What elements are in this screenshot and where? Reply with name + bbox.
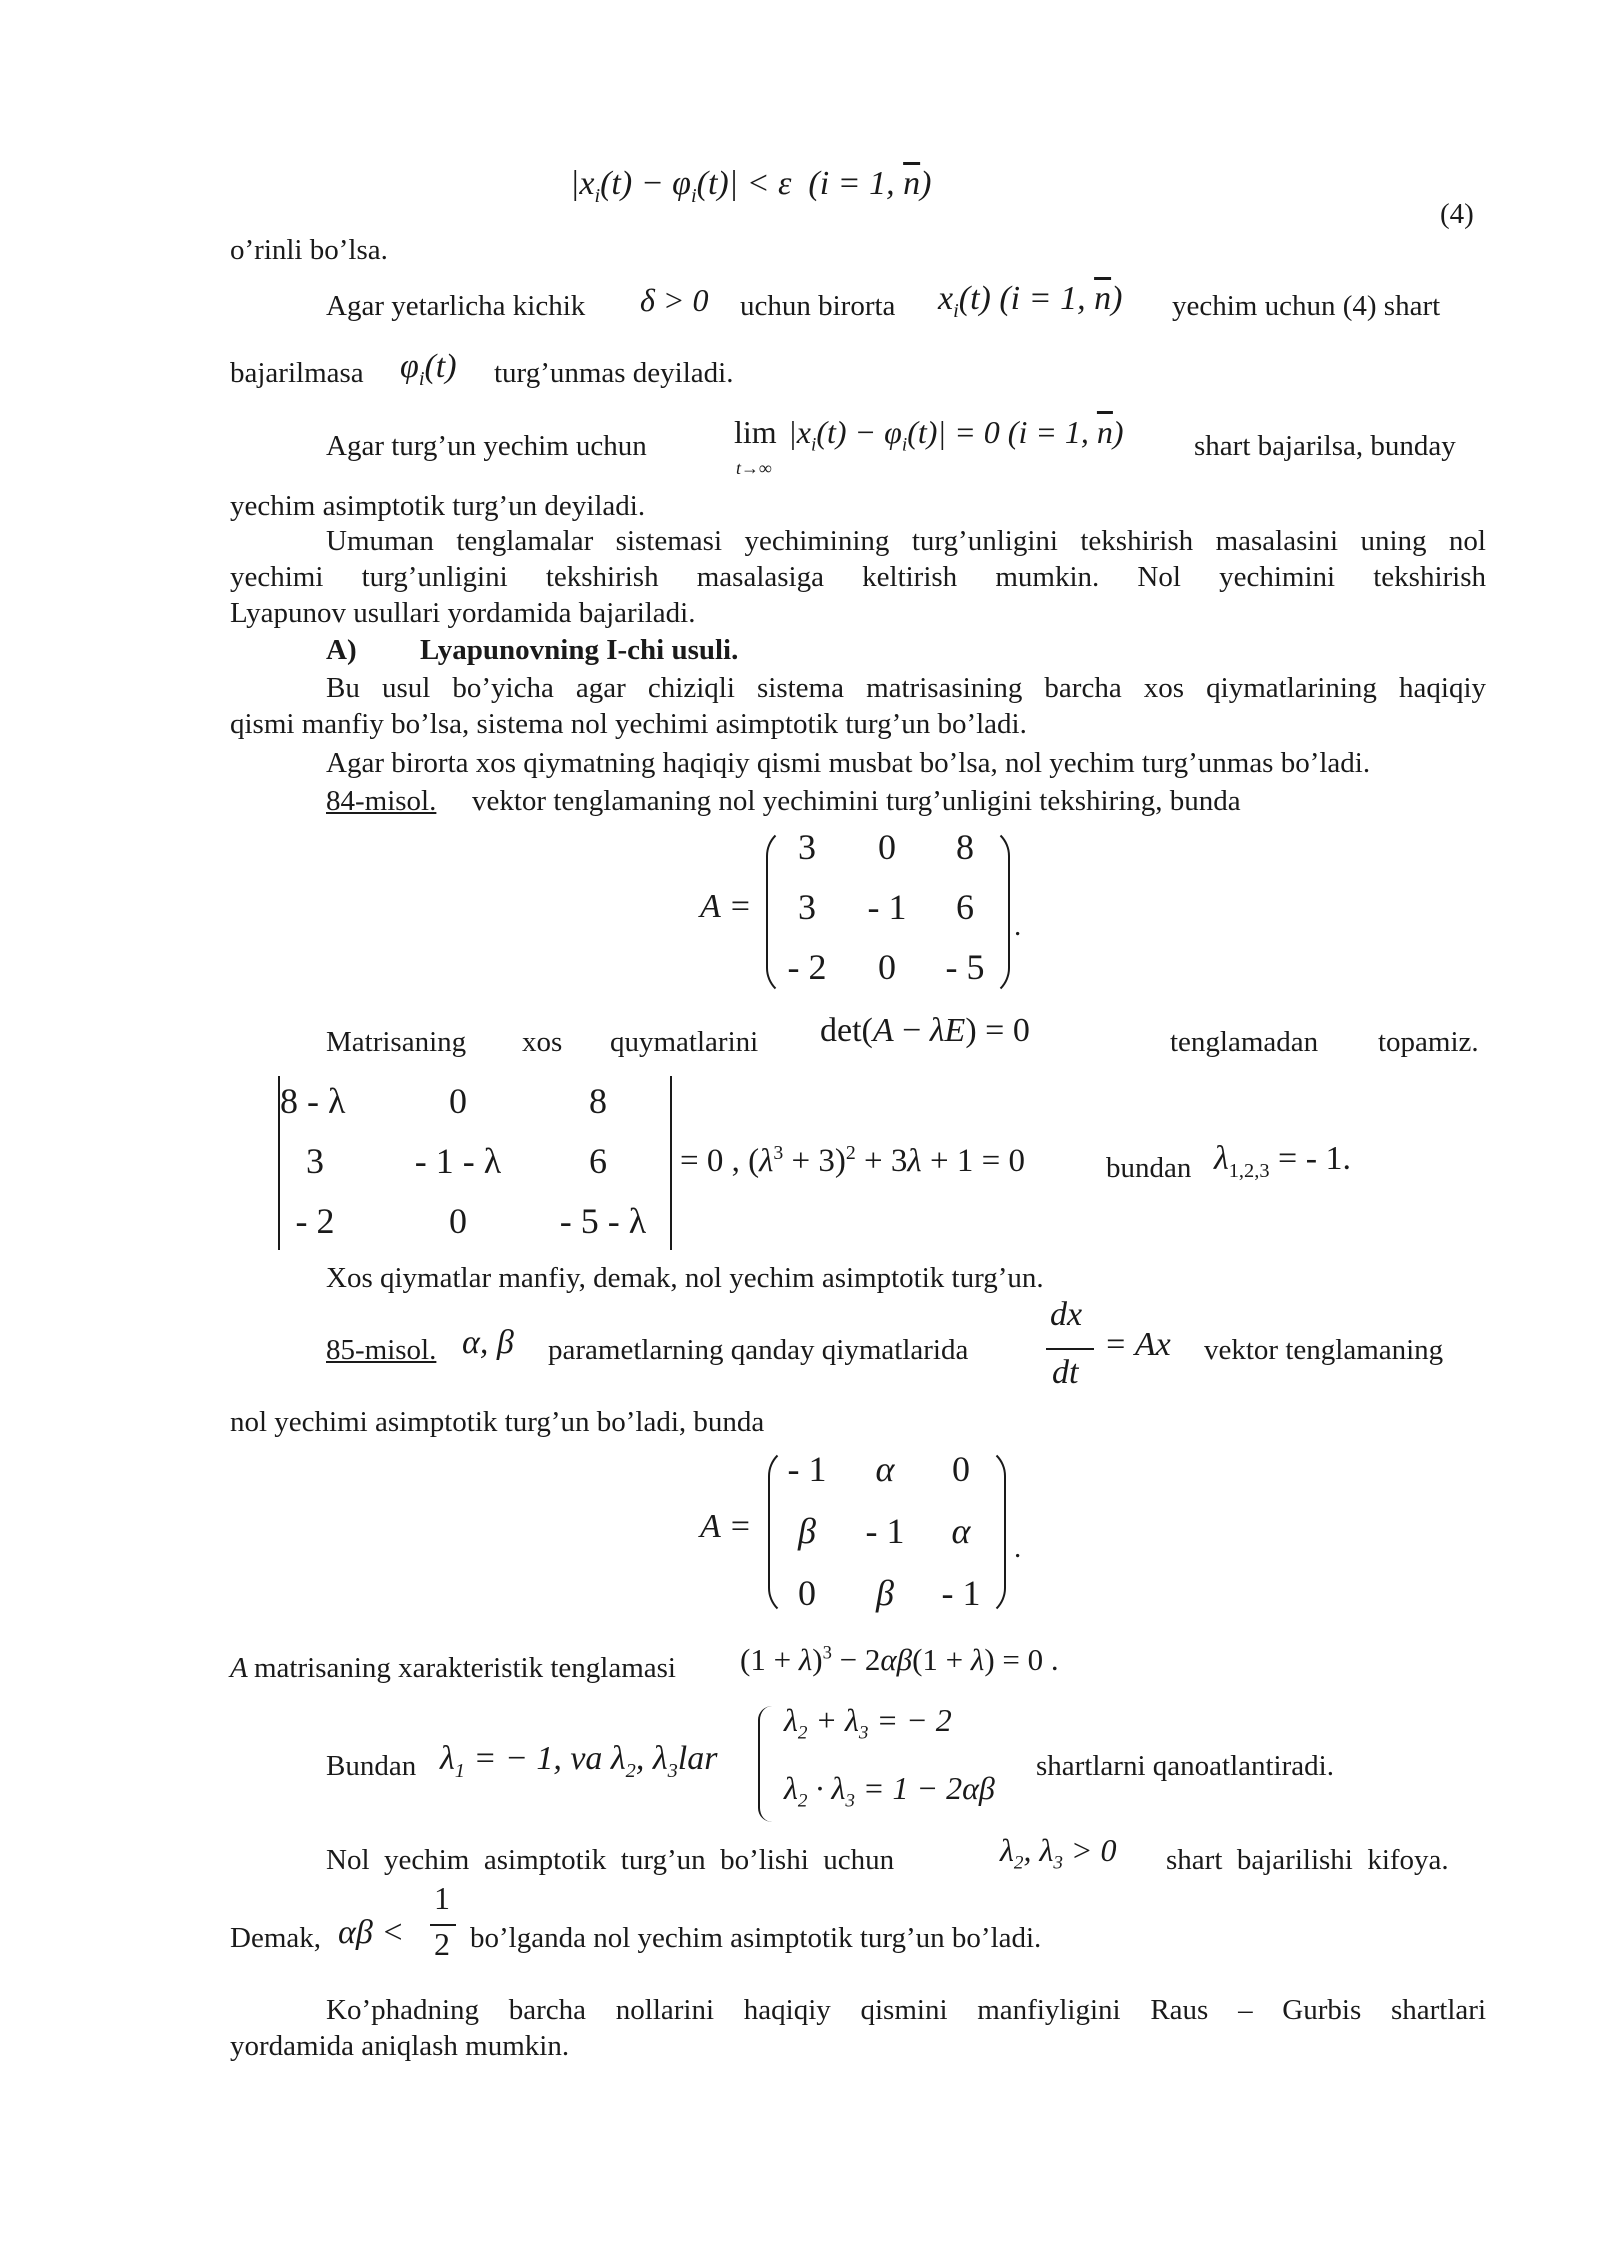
- matrix-cell: - 2: [787, 947, 827, 987]
- matrix-end: .: [1014, 1532, 1022, 1564]
- paragraph-text: yechim uchun (4) shart: [1172, 290, 1441, 322]
- matrix-cell: 3: [798, 887, 816, 927]
- characteristic-equation: $(1 + \lambda)^3 - 2\alpha\beta(1 + \lambda) = 0$ .: [740, 1642, 1059, 1677]
- limit-subscript: t→∞: [736, 458, 772, 478]
- phi-expr: $\varphi_i(t)$: [400, 348, 457, 390]
- eigenvalue-result: $\lambda_{1,2,3}$ = - 1.: [1214, 1140, 1352, 1182]
- fraction-numerator: 1: [434, 1880, 450, 1916]
- paragraph-line: Agar birorta xos qiymatning haqiqiy qismi musbat bo’lsa, nol yechim turg’unmas bo’ladi.: [326, 747, 1371, 779]
- matrix-cell: 3: [798, 827, 816, 867]
- fraction-denominator: dt: [1052, 1354, 1079, 1391]
- paragraph-text: bajarilmasa: [230, 357, 364, 389]
- det-cell: - 1 - λ: [414, 1141, 502, 1181]
- paragraph-text: xos: [522, 1026, 563, 1058]
- paragraph-text: quymatlarini: [610, 1026, 759, 1058]
- paragraph-line: Bu usul bo’yicha agar chiziqli sistema matrisasining barcha xos qiymatlarining haqiqiy: [326, 672, 1486, 704]
- system-line-1: $\lambda_2 + \lambda_3$ = − 2: [784, 1702, 952, 1744]
- matrix-cell: - 1: [865, 1511, 905, 1551]
- det-cell: - 2: [295, 1201, 335, 1241]
- matrix-cell: 8: [956, 827, 974, 867]
- system-line-2: $\lambda_2 \cdot \lambda_3 = 1 - 2\alpha\beta$: [784, 1770, 995, 1812]
- paragraph-line: Umuman tenglamalar sistemasi yechimining turg’unligini tekshirish masalasini uning nol: [326, 525, 1486, 557]
- paragraph-text: shart bajarilishi kifoya.: [1166, 1844, 1449, 1876]
- paragraph-text: nol yechimi asimptotik turg’un bo’ladi, bunda: [230, 1406, 765, 1438]
- det-cell: 0: [449, 1201, 467, 1241]
- paragraph-text: yechim asimptotik turg’un deyiladi.: [230, 490, 646, 522]
- matrix-cell: - 1: [787, 1449, 827, 1489]
- matrix-cell: β: [876, 1573, 894, 1613]
- limit-operator: lim: [734, 414, 777, 450]
- inequality-expr: αβ <: [338, 1914, 405, 1951]
- det-cell: 3: [306, 1141, 324, 1181]
- paragraph-line: yechimi turg’unligini tekshirish masalasiga keltirish mumkin. Nol yechimini tekshirish: [230, 561, 1486, 593]
- matrix-lhs: A =: [700, 1508, 752, 1545]
- example-label: 84-misol.: [326, 785, 437, 817]
- matrix-end: .: [1014, 910, 1022, 942]
- condition-expr: $\lambda_2$, $\lambda_3 > 0$: [1000, 1832, 1117, 1874]
- det-rhs: = 0 , $(\lambda^3 + 3)^2 + 3\lambda + 1 = 0$: [680, 1142, 1025, 1179]
- matrix-cell: 6: [956, 887, 974, 927]
- matrix-cell: - 5: [945, 947, 985, 987]
- determinant-bar-right: [670, 1076, 672, 1250]
- det-cell: 8: [589, 1081, 607, 1121]
- paragraph-line: qismi manfiy bo’lsa, sistema nol yechimi asimptotik turg’un bo’ladi.: [230, 708, 1027, 740]
- solution-expr: $x_i(t) (i = 1$, $\overline{n}$): [938, 280, 1123, 322]
- delta-expr: δ > 0: [640, 282, 709, 318]
- matrix-cell: 0: [878, 827, 896, 867]
- matrix-cell: 0: [878, 947, 896, 987]
- det-cell: 0: [449, 1081, 467, 1121]
- paragraph-text: shart bajarilsa, bunday: [1194, 430, 1456, 462]
- paragraph-text: Nol yechim asimptotik turg’un bo’lishi uchun: [326, 1844, 895, 1876]
- matrix-lhs: A =: [700, 888, 752, 925]
- matrix-cell: - 1: [941, 1573, 981, 1613]
- paragraph-text: o’rinli bo’lsa.: [230, 234, 388, 266]
- matrix-cell: - 1: [867, 887, 907, 927]
- paragraph-text: uchun birorta: [740, 290, 896, 322]
- paragraph-text: parametlarning qanday qiymatlarida: [548, 1334, 969, 1366]
- matrix-cell: α: [951, 1511, 971, 1551]
- paragraph-text: vektor tenglamaning: [1204, 1334, 1444, 1366]
- paragraph-text: matrisaning xarakteristik tenglamasi: [254, 1652, 676, 1684]
- paragraph-text: Bundan: [326, 1750, 417, 1782]
- paragraph-text: vektor tenglamaning nol yechimini turg’unligini tekshiring, bunda: [472, 785, 1241, 817]
- matrix-cell: 0: [798, 1573, 816, 1613]
- paragraph-line: Xos qiymatlar manfiy, demak, nol yechim asimptotik turg’un.: [326, 1262, 1044, 1294]
- section-heading: Lyapunovning I-chi usuli.: [420, 634, 739, 666]
- paragraph-text: bo’lganda nol yechim asimptotik turg’un bo’ladi.: [470, 1922, 1042, 1954]
- paragraph-text: Matrisaning: [326, 1026, 467, 1058]
- lambda-expr: $\lambda_1$ = − 1, va $\lambda_2$, $\lambda_3lar$: [440, 1740, 718, 1782]
- matrix-cell: α: [875, 1449, 895, 1489]
- params-expr: α, β: [462, 1324, 514, 1361]
- paragraph-line: Ko’phadning barcha nollarini haqiqiy qismini manfiyligini Raus – Gurbis shartlari: [326, 1994, 1486, 2026]
- system-brace: [758, 1706, 774, 1822]
- section-marker: A): [326, 634, 357, 666]
- matrix-name: A: [230, 1652, 248, 1684]
- equation-4: $|x_i(t) - \varphi_i(t)| < \varepsilon$ (i = 1, $\overline{n}$): [570, 165, 932, 207]
- fraction-denominator: 2: [434, 1926, 450, 1962]
- paragraph-text: turg’unmas deyiladi.: [494, 357, 734, 389]
- fraction-line: [1046, 1348, 1094, 1350]
- det-equation: det(A − λE) = 0: [820, 1012, 1030, 1049]
- matrix-cell: 0: [952, 1449, 970, 1489]
- matrix-cell: β: [798, 1511, 816, 1551]
- example-label: 85-misol.: [326, 1334, 437, 1366]
- paragraph-text: tenglamadan: [1170, 1026, 1319, 1058]
- paragraph-line: Lyapunov usullari yordamida bajariladi.: [230, 597, 696, 629]
- paragraph-text: shartlarni qanoatlantiradi.: [1036, 1750, 1334, 1782]
- paragraph-text: topamiz.: [1378, 1026, 1479, 1058]
- limit-expr: $|x_i(t) - \varphi_i(t)| = 0$ (i = 1, $\overline{n}$): [788, 414, 1124, 456]
- det-cell: - 5 - λ: [559, 1201, 647, 1241]
- det-cell: 8 - λ: [280, 1081, 346, 1121]
- fraction-numerator: dx: [1050, 1296, 1083, 1333]
- paragraph-text: Agar turg’un yechim uchun: [326, 430, 647, 462]
- equation-rhs: = Ax: [1104, 1326, 1171, 1363]
- equation-number: (4): [1440, 198, 1474, 230]
- paragraph-text: Agar yetarlicha kichik: [326, 290, 586, 322]
- paragraph-text: bundan: [1106, 1152, 1192, 1184]
- det-cell: 6: [589, 1141, 607, 1181]
- paragraph-text: Demak,: [230, 1922, 321, 1954]
- paragraph-line: yordamida aniqlash mumkin.: [230, 2030, 570, 2062]
